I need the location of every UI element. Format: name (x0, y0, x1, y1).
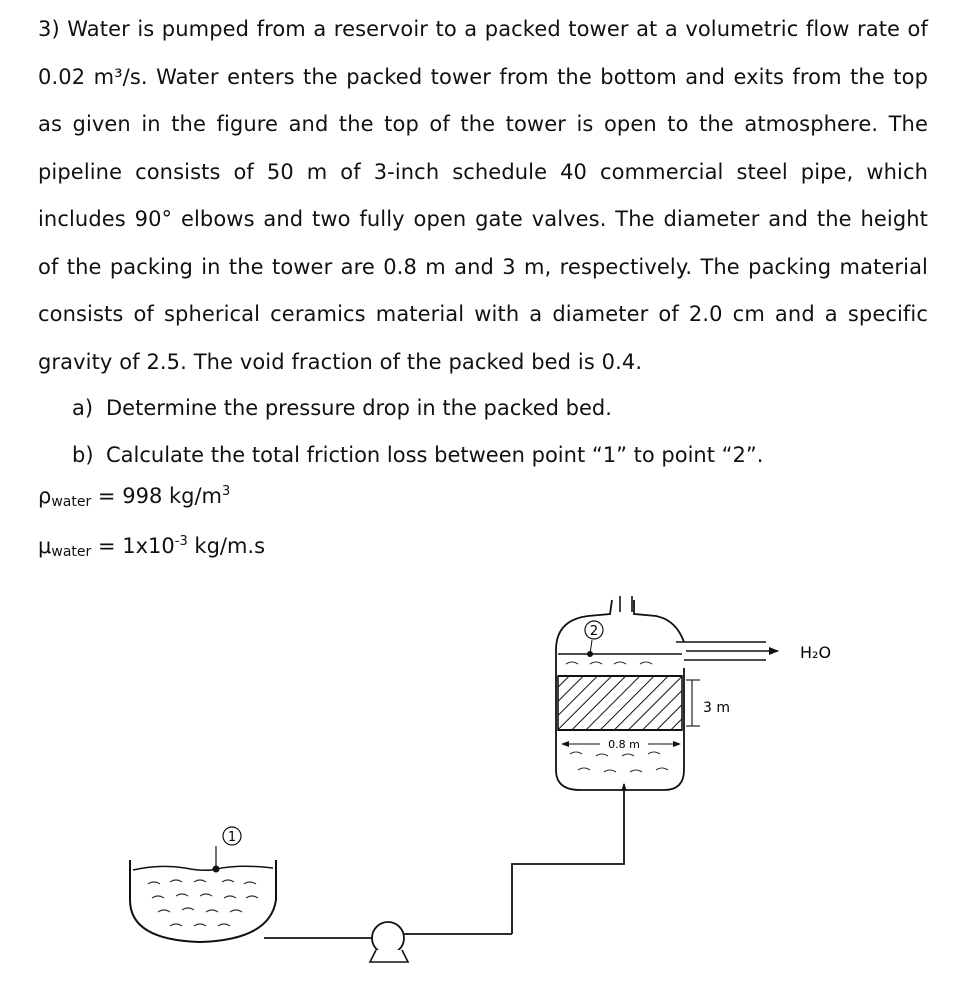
density-symbol: ρ (38, 484, 52, 508)
reservoir (130, 827, 276, 942)
viscosity-subscript: water (51, 544, 92, 560)
problem-number: 3) (38, 17, 60, 41)
question-a-text: Determine the pressure drop in the packed bed. (106, 396, 612, 420)
question-a-label: a) (72, 396, 94, 420)
diameter-label: 0.8 m (608, 738, 640, 751)
point-1-marker (223, 827, 241, 845)
point-2-label: 2 (589, 624, 599, 639)
outlet-label: H₂O (800, 643, 832, 662)
discharge-pipe (512, 784, 624, 934)
viscosity-unit: kg/m.s (187, 534, 266, 558)
height-label: 3 m (703, 700, 730, 716)
density-exponent: 3 (222, 484, 231, 499)
density-value: 998 kg/m (122, 484, 222, 508)
viscosity-value: 1x10 (122, 534, 175, 558)
density-subscript: water (51, 494, 92, 510)
packed-tower (556, 596, 831, 790)
packing-bed (558, 676, 682, 730)
reservoir-water-waves (148, 880, 258, 926)
viscosity-symbol: μ (38, 534, 52, 558)
question-b-label: b) (72, 443, 94, 467)
viscosity-equals: = (97, 534, 116, 558)
pump (370, 922, 512, 962)
density-equals: = (97, 484, 116, 508)
viscosity-exponent: -3 (174, 534, 188, 549)
point-1-label: 1 (227, 830, 237, 845)
point-2-marker (585, 621, 603, 639)
problem-text: Water is pumped from a reservoir to a packed tower at a volumetric flow rate of 0.02 m³/s. Water enters the packed tower from the bottom and exits from the top as given in the figure and the top of the tower is open to the atmosphere. The pipeline consists of 50 m of 3-inch schedule 40 commercial steel pipe, which includes 90° elbows and two fully open gate valves. The diameter and the height of the packing in the tower are 0.8 m and 3 m, respectively. The packing material consists of spherical ceramics material with a diameter of 2.0 cm and a specific gravity of 2.5. The void fraction of the packed bed is 0.4. (38, 17, 928, 374)
question-b-text: Calculate the total friction loss between point “1” to point “2”. (106, 443, 764, 467)
